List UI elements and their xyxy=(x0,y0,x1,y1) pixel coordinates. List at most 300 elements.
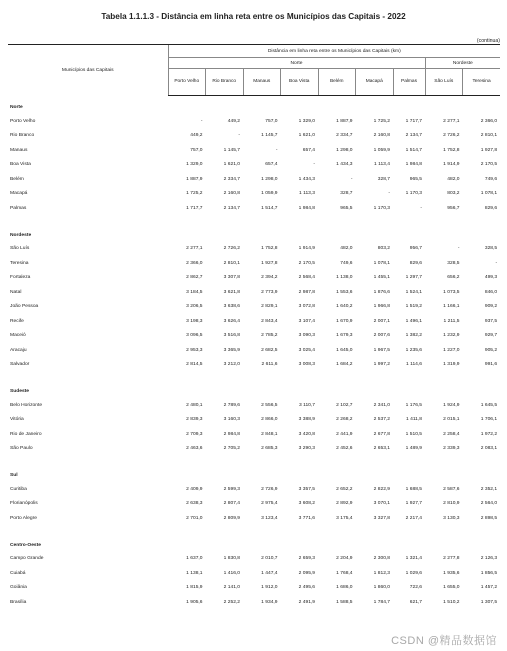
distance-cell: 2 953,3 xyxy=(186,347,203,353)
distance-cell: 2 839,3 xyxy=(186,417,203,423)
distance-cell: 2 252,2 xyxy=(223,599,240,605)
distance-cell: 3 110,7 xyxy=(299,402,315,408)
distance-cell: 2 789,6 xyxy=(223,402,240,408)
distance-cell: 2 659,3 xyxy=(298,556,315,562)
distance-cell: 1 029,6 xyxy=(405,570,422,576)
distance-cell: 2 095,9 xyxy=(298,570,315,576)
table-row xyxy=(8,595,500,610)
section-label: Nordeste xyxy=(10,232,32,238)
distance-cell: 1 905,6 xyxy=(186,599,203,605)
distance-cell: 2 141,0 xyxy=(223,585,240,591)
distance-cell: 1 815,9 xyxy=(186,585,203,591)
city-name: Teresina xyxy=(10,260,29,266)
distance-cell: 2 652,2 xyxy=(336,486,353,492)
distance-cell: 2 366,0 xyxy=(186,260,203,266)
distance-cell: 3 357,5 xyxy=(298,486,315,492)
distance-cell: 1 489,9 xyxy=(405,446,422,452)
distance-cell: 1 967,5 xyxy=(373,347,390,353)
distance-cell: - xyxy=(200,118,203,124)
distance-cell: 1 914,9 xyxy=(298,246,315,252)
city-name: João Pessoa xyxy=(10,304,39,310)
distance-cell: 1 553,6 xyxy=(336,289,353,295)
distance-cell: 2 843,4 xyxy=(261,318,278,324)
table-row xyxy=(8,285,500,300)
section-gap xyxy=(8,526,500,534)
distance-cell: 2 258,4 xyxy=(443,431,460,437)
distance-cell: 1 524,1 xyxy=(405,289,422,295)
distance-cell: 905,2 xyxy=(484,347,498,353)
distance-cell: 328,7 xyxy=(377,176,390,182)
table-row xyxy=(8,398,500,413)
table-row xyxy=(8,143,500,158)
distance-cell: 1 138,1 xyxy=(186,570,203,576)
distance-cell: 2 268,2 xyxy=(336,417,353,423)
distance-cell: 2 463,6 xyxy=(186,446,203,452)
distance-cell: 657,4 xyxy=(302,147,315,153)
table-row xyxy=(8,172,500,187)
distance-cell: 1 887,9 xyxy=(186,176,203,182)
table-row xyxy=(8,566,500,581)
distance-cell: 1 514,7 xyxy=(261,205,278,211)
distance-cell: 2 102,7 xyxy=(336,402,353,408)
distance-cell: 2 217,4 xyxy=(405,515,422,521)
distance-cell: 2 452,6 xyxy=(336,446,353,452)
distance-cell: 1 935,6 xyxy=(443,570,460,576)
distance-cell: 1 984,8 xyxy=(405,162,422,168)
distance-cell: 2 300,8 xyxy=(373,556,390,562)
city-name: Florianópolis xyxy=(10,501,38,507)
table-row xyxy=(8,114,500,129)
distance-cell: 2 495,6 xyxy=(298,585,315,591)
section-gap xyxy=(8,216,500,224)
distance-cell: 3 198,3 xyxy=(186,318,203,324)
distance-cell: 1 510,2 xyxy=(443,599,460,605)
distance-cell: 2 638,3 xyxy=(186,501,203,507)
distance-cell: 2 599,3 xyxy=(223,486,240,492)
region-header-nordeste: Nordeste xyxy=(425,58,500,69)
distance-cell: 757,0 xyxy=(265,118,278,124)
continua-note: (continua) xyxy=(476,38,500,44)
distance-cell: 2 277,1 xyxy=(186,246,203,252)
distance-cell: 3 107,4 xyxy=(298,318,315,324)
distance-cell: 1 752,8 xyxy=(261,246,278,252)
distance-cell: - xyxy=(388,191,390,197)
col-header: Palmas xyxy=(393,69,425,96)
distance-cell: 2 848,1 xyxy=(261,431,278,437)
city-name: Macapá xyxy=(10,191,28,197)
distance-cell: 1 235,6 xyxy=(405,347,422,353)
distance-cell: 1 113,4 xyxy=(374,162,390,168)
distance-cell: 328,5 xyxy=(484,246,498,252)
distance-cell: 1 455,1 xyxy=(373,275,390,281)
distance-cell: 2 537,2 xyxy=(373,417,390,423)
distance-cell: 2 491,9 xyxy=(298,599,315,605)
distance-cell: 2 611,6 xyxy=(261,362,278,368)
city-name: Boa Vista xyxy=(10,162,31,168)
distance-cell: 3 638,6 xyxy=(223,304,240,310)
distance-cell: - xyxy=(275,147,278,153)
distance-cell: 1 434,3 xyxy=(298,176,315,182)
distance-cell: 2 010,7 xyxy=(261,556,278,562)
distance-cell: 3 008,3 xyxy=(298,362,315,368)
table-row xyxy=(8,358,500,373)
distance-cell: 2 134,7 xyxy=(405,133,422,139)
distance-cell: 1 078,1 xyxy=(373,260,390,266)
distance-cell: 2 822,9 xyxy=(373,486,390,492)
distance-cell: 449,2 xyxy=(227,118,240,124)
city-name: Palmas xyxy=(10,205,27,211)
watermark: CSDN @精品数据馆 xyxy=(391,635,497,647)
col-header: São Luís xyxy=(425,69,463,96)
table-row xyxy=(8,343,500,358)
table-row xyxy=(8,314,500,329)
table-row xyxy=(8,187,500,202)
distance-cell: 2 556,5 xyxy=(261,402,278,408)
distance-cell: 1 166,1 xyxy=(443,304,460,310)
distance-cell: 1 684,2 xyxy=(336,362,353,368)
distance-cell: - xyxy=(495,260,498,266)
table-row xyxy=(8,256,500,271)
distance-cell: 803,2 xyxy=(377,246,390,252)
distance-cell: 1 298,0 xyxy=(336,147,353,153)
city-name: São Paulo xyxy=(10,446,33,452)
distance-cell: 2 975,4 xyxy=(261,501,278,507)
col-header: Teresina xyxy=(463,69,501,96)
table-row xyxy=(8,129,500,144)
distance-cell: 3 771,6 xyxy=(298,515,315,521)
distance-cell: 2 366,0 xyxy=(480,118,498,124)
distance-cell: 1 717,7 xyxy=(186,205,203,211)
distance-cell: 328,7 xyxy=(340,191,353,197)
stub-header: Municípios das Capitais xyxy=(8,45,168,96)
city-name: Salvador xyxy=(10,362,30,368)
distance-cell: 1 717,7 xyxy=(405,118,422,124)
distance-cell: 2 685,3 xyxy=(261,446,278,452)
city-name: Porto Velho xyxy=(10,118,36,124)
distance-cell: 2 653,1 xyxy=(373,446,390,452)
section-label: Sudeste xyxy=(10,389,30,394)
city-name: Natal xyxy=(10,289,22,295)
distance-cell: 3 626,4 xyxy=(223,318,240,324)
distance-cell: 956,7 xyxy=(447,205,460,211)
distance-cell: 2 480,1 xyxy=(186,402,203,408)
distance-cell: 1 170,3 xyxy=(373,205,390,211)
distance-cell: 1 706,1 xyxy=(480,417,498,423)
table-row xyxy=(8,497,500,512)
distance-cell: - xyxy=(313,162,315,168)
col-header: Porto Velho xyxy=(168,69,206,96)
distance-cell: 2 409,9 xyxy=(186,486,203,492)
distance-cell: 2 726,9 xyxy=(261,486,278,492)
distance-cell: 2 170,5 xyxy=(480,162,498,168)
distance-cell: 1 927,8 xyxy=(261,260,278,266)
distance-cell: 2 170,5 xyxy=(298,260,315,266)
distance-cell: 3 025,4 xyxy=(298,347,315,353)
distance-cell: 2 709,3 xyxy=(186,431,203,437)
distance-cell: 1 307,5 xyxy=(480,599,498,605)
city-name: São Luís xyxy=(10,246,30,252)
distance-cell: 1 860,0 xyxy=(373,585,390,591)
distance-cell: 1 329,0 xyxy=(298,118,315,124)
distance-cell: 3 130,3 xyxy=(443,515,460,521)
section-row xyxy=(8,380,500,398)
distance-cell: 2 809,9 xyxy=(223,515,240,521)
distance-cell: 3 307,8 xyxy=(223,275,240,281)
distance-cell: 991,6 xyxy=(484,362,498,368)
distance-cell: 1 496,1 xyxy=(405,318,422,324)
col-header: Belém xyxy=(318,69,356,96)
distance-cell: 1 176,5 xyxy=(405,402,422,408)
distance-cell: 3 365,9 xyxy=(223,347,240,353)
distance-cell: 2 160,8 xyxy=(373,133,390,139)
distance-cell: 3 072,8 xyxy=(298,304,315,310)
distance-cell: 2 785,2 xyxy=(261,333,278,339)
section-label: Centro-Oeste xyxy=(10,542,41,548)
distance-cell: 1 927,7 xyxy=(405,501,422,507)
distance-cell: 1 145,7 xyxy=(261,133,278,139)
distance-cell: 2 701,0 xyxy=(186,515,203,521)
distance-cell: 1 519,2 xyxy=(405,304,422,310)
distance-cell: 3 070,1 xyxy=(373,501,390,507)
section-row xyxy=(8,96,500,115)
distance-cell: - xyxy=(420,205,422,211)
table-row xyxy=(8,158,500,173)
distance-cell: 1 298,0 xyxy=(261,176,278,182)
distance-cell: 1 670,9 xyxy=(336,318,353,324)
distance-cell: 3 090,3 xyxy=(298,333,315,339)
distance-cell: 1 679,3 xyxy=(336,333,353,339)
distance-cell: 2 015,1 xyxy=(443,417,460,423)
distance-cell: 1 645,5 xyxy=(480,402,498,408)
distance-cell: 1 138,0 xyxy=(336,275,353,281)
table-row xyxy=(8,581,500,596)
distance-cell: 1 914,9 xyxy=(443,162,460,168)
city-name: Vitória xyxy=(10,417,24,423)
distance-cell: 2 898,5 xyxy=(480,515,498,521)
distance-cell: 657,4 xyxy=(265,162,278,168)
col-header: Manaus xyxy=(243,69,281,96)
table-row xyxy=(8,442,500,457)
distance-cell: 1 984,8 xyxy=(298,205,315,211)
distance-cell: 3 420,8 xyxy=(298,431,315,437)
distance-cell: 2 862,7 xyxy=(186,275,203,281)
distance-cell: 1 114,6 xyxy=(406,362,422,368)
distance-cell: 656,2 xyxy=(447,275,460,281)
distance-cell: 2 007,1 xyxy=(373,318,390,324)
table-row xyxy=(8,552,500,567)
distance-cell: 1 510,5 xyxy=(405,431,422,437)
distance-cell: 3 160,3 xyxy=(223,417,240,423)
distance-cell: 1 640,2 xyxy=(336,304,353,310)
city-name: Aracaju xyxy=(10,347,27,353)
distance-cell: 2 441,9 xyxy=(336,431,353,437)
distance-cell: 749,6 xyxy=(484,176,498,182)
distance-cell: 2 341,0 xyxy=(373,402,390,408)
distance-cell: 2 126,3 xyxy=(480,556,498,562)
table-row xyxy=(8,511,500,526)
table-title: Tabela 1.1.1.3 - Distância em linha reta entre os Municípios das Capitais - 2022 xyxy=(101,12,406,21)
distance-cell: 1 145,7 xyxy=(223,147,240,153)
distance-cell: - xyxy=(350,176,353,182)
distance-cell: 3 212,0 xyxy=(223,362,240,368)
distance-cell: 803,2 xyxy=(447,191,460,197)
distance-cell: 2 277,1 xyxy=(443,118,460,124)
distance-cell: 846,0 xyxy=(484,289,498,295)
distance-cell: 1 887,9 xyxy=(336,118,353,124)
distance-cell: 1 784,7 xyxy=(373,599,390,605)
col-header: Macapá xyxy=(356,69,394,96)
table-row xyxy=(8,300,500,315)
distance-cell: 1 434,3 xyxy=(336,162,353,168)
distance-cell: 449,2 xyxy=(190,133,203,139)
distance-cell: 2 987,8 xyxy=(298,289,315,295)
distance-cell: 1 416,0 xyxy=(223,570,240,576)
distance-cell: 1 637,0 xyxy=(186,556,203,562)
distance-cell: 482,0 xyxy=(447,176,460,182)
distance-cell: 2 726,2 xyxy=(223,246,240,252)
distance-cell: 1 382,2 xyxy=(405,333,422,339)
city-name: Fortaleza xyxy=(10,275,31,281)
region-header-norte: Norte xyxy=(168,58,425,69)
distance-cell: 1 457,2 xyxy=(480,585,498,591)
city-name: Brasília xyxy=(10,599,27,605)
distance-cell: 1 059,9 xyxy=(261,191,278,197)
distance-cell: 2 677,8 xyxy=(373,431,390,437)
distance-cell: 2 568,4 xyxy=(298,275,315,281)
distance-cell: 1 966,8 xyxy=(373,304,390,310)
distance-cell: 3 096,5 xyxy=(186,333,203,339)
distance-cell: 1 232,9 xyxy=(443,333,460,339)
distance-table xyxy=(8,44,500,610)
distance-cell: 1 514,7 xyxy=(405,147,422,153)
distance-cell: 1 768,4 xyxy=(336,570,353,576)
distance-cell: 3 123,4 xyxy=(261,515,278,521)
col-header: Boa Vista xyxy=(281,69,319,96)
distance-cell: 956,7 xyxy=(409,246,422,252)
city-name: Belém xyxy=(10,176,24,182)
distance-cell: 1 655,0 xyxy=(443,585,460,591)
distance-cell: 2 682,5 xyxy=(261,347,278,353)
distance-cell: 1 447,4 xyxy=(261,570,278,576)
city-name: Maceió xyxy=(10,333,26,339)
distance-cell: 1 078,1 xyxy=(480,191,498,197)
distance-cell: 1 830,8 xyxy=(223,556,240,562)
distance-cell: 909,2 xyxy=(484,304,498,310)
distance-cell: 1 686,0 xyxy=(336,585,353,591)
distance-cell: 2 334,7 xyxy=(223,176,240,182)
distance-cell: 2 204,9 xyxy=(336,556,353,562)
section-gap xyxy=(8,456,500,464)
distance-cell: 1 725,2 xyxy=(373,118,390,124)
distance-cell: 1 812,3 xyxy=(373,570,390,576)
distance-cell: 2 810,1 xyxy=(223,260,240,266)
distance-cell: 1 645,0 xyxy=(336,347,353,353)
distance-cell: 1 411,8 xyxy=(406,417,422,423)
distance-cell: 1 170,3 xyxy=(405,191,422,197)
table-row xyxy=(8,413,500,428)
distance-cell: 1 621,0 xyxy=(223,162,240,168)
distance-cell: 2 892,9 xyxy=(336,501,353,507)
table-row xyxy=(8,482,500,497)
distance-cell: 3 327,8 xyxy=(373,515,390,521)
distance-cell: 2 829,1 xyxy=(261,304,278,310)
span-header: Distância em linha reta entre os Municípios das Capitais (km) xyxy=(168,45,500,58)
distance-cell: 2 277,8 xyxy=(443,556,460,562)
distance-cell: 1 059,9 xyxy=(373,147,390,153)
distance-cell: 2 083,1 xyxy=(480,446,498,452)
distance-cell: 2 810,9 xyxy=(443,501,460,507)
distance-cell: 965,5 xyxy=(409,176,422,182)
distance-cell: - xyxy=(457,246,460,252)
table-body xyxy=(8,96,500,610)
distance-cell: 2 007,6 xyxy=(373,333,390,339)
distance-cell: 1 856,5 xyxy=(480,570,498,576)
distance-cell: 1 912,0 xyxy=(261,585,278,591)
col-header: Rio Branco xyxy=(206,69,244,96)
section-row xyxy=(8,224,500,242)
distance-cell: 3 608,2 xyxy=(298,501,315,507)
distance-cell: 2 134,7 xyxy=(223,205,240,211)
distance-cell: 2 810,1 xyxy=(480,133,498,139)
distance-cell: 829,6 xyxy=(484,205,498,211)
distance-cell: 1 211,5 xyxy=(443,318,460,324)
city-name: Porto Alegre xyxy=(10,515,37,521)
city-name: Rio Branco xyxy=(10,133,35,139)
distance-cell: 2 339,3 xyxy=(443,446,460,452)
section-row xyxy=(8,464,500,482)
distance-cell: 757,0 xyxy=(190,147,203,153)
city-name: Manaus xyxy=(10,147,28,153)
distance-cell: 1 924,9 xyxy=(443,402,460,408)
distance-cell: 1 113,3 xyxy=(299,191,315,197)
distance-cell: 2 564,0 xyxy=(480,501,498,507)
distance-cell: 2 984,8 xyxy=(223,431,240,437)
distance-cell: 3 621,8 xyxy=(223,289,240,295)
distance-cell: 2 807,4 xyxy=(223,501,240,507)
section-label: Sul xyxy=(10,473,18,478)
distance-cell: 1 927,8 xyxy=(480,147,498,153)
distance-cell: 2 773,9 xyxy=(261,289,278,295)
distance-cell: 1 725,2 xyxy=(186,191,203,197)
distance-cell: 749,6 xyxy=(340,260,353,266)
city-name: Rio de Janeiro xyxy=(10,431,42,437)
distance-cell: 1 997,2 xyxy=(373,362,390,368)
distance-cell: 2 352,1 xyxy=(480,486,498,492)
distance-cell: 499,3 xyxy=(484,275,498,281)
city-name: Campo Grande xyxy=(10,556,44,562)
city-name: Belo Horizonte xyxy=(10,402,43,408)
distance-cell: 2 866,0 xyxy=(261,417,278,423)
distance-cell: 937,5 xyxy=(484,318,498,324)
distance-cell: 2 814,5 xyxy=(186,362,203,368)
distance-cell: 1 621,0 xyxy=(298,133,315,139)
distance-cell: 1 227,0 xyxy=(443,347,460,353)
distance-cell: 1 934,9 xyxy=(261,599,278,605)
distance-cell: 929,7 xyxy=(484,333,498,339)
table-row xyxy=(8,201,500,216)
distance-cell: 3 516,8 xyxy=(223,333,240,339)
city-name: Cuiabá xyxy=(10,570,26,576)
distance-cell: 2 160,8 xyxy=(223,191,240,197)
distance-cell: 3 184,5 xyxy=(186,289,203,295)
table-row xyxy=(8,329,500,344)
distance-cell: 1 688,5 xyxy=(405,486,422,492)
distance-cell: 1 876,6 xyxy=(373,289,390,295)
distance-cell: 722,6 xyxy=(409,585,422,591)
distance-cell: - xyxy=(238,133,240,139)
section-label: Norte xyxy=(10,105,23,110)
distance-cell: 328,5 xyxy=(447,260,460,266)
